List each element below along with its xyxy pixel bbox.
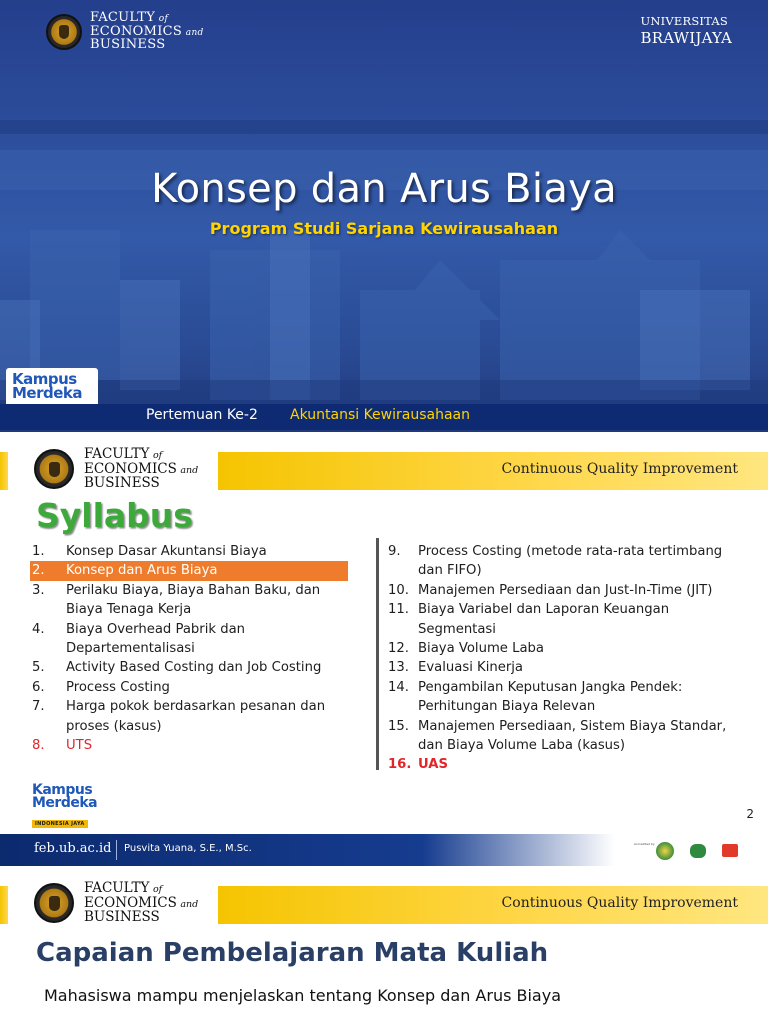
item-number: 9. [388, 544, 401, 559]
item-text: Biaya Variabel dan Laporan Keuangan Segmentasi [418, 602, 670, 637]
economics-word: ECONOMICS [84, 460, 177, 477]
slide-header [0, 432, 768, 502]
item-text: UTS [66, 738, 93, 754]
kampus-merdeka-logo [32, 784, 97, 829]
item-number: 13. [388, 660, 409, 676]
university-logo-line2: BRAWIJAYA [640, 29, 732, 47]
slide-subtitle: Program Studi Sarjana Kewirausahaan [209, 219, 559, 238]
syllabus-item [388, 678, 728, 717]
business-word: BUSINESS [90, 37, 166, 52]
syllabus-item-exam [32, 736, 350, 755]
faculty-of-word: of [152, 884, 163, 895]
university-seal-icon [34, 449, 74, 489]
item-number: 1. [32, 544, 45, 559]
accreditation-badge-icon [690, 844, 706, 858]
faculty-logo [46, 12, 204, 52]
faculty-logo-text [84, 448, 198, 491]
syllabus-list-left [32, 542, 350, 755]
presenter-name: Pusvita Yuana, S.E., M.Sc. [124, 843, 252, 854]
item-text: Activity Based Costing dan Job Costing [66, 660, 322, 676]
faculty-word: FACULTY [84, 446, 150, 462]
syllabus-item [388, 639, 728, 658]
syllabus-item [32, 542, 350, 561]
syllabus-item [388, 717, 728, 756]
item-text: Konsep Dasar Akuntansi Biaya [66, 544, 267, 559]
item-number: 7. [32, 699, 45, 715]
website-link[interactable]: feb.ub.ac.id [34, 841, 112, 856]
syllabus-title: Syllabus [36, 496, 193, 535]
item-text: Process Costing [66, 679, 170, 695]
slide-header [0, 866, 768, 936]
campus-background-image [0, 0, 768, 432]
syllabus-item [388, 600, 728, 639]
item-number: 5. [32, 660, 45, 676]
item-text: Manajemen Persediaan, Sistem Biaya Standar, dan Biaya Volume Laba (kasus) [418, 718, 727, 754]
faculty-word: FACULTY [84, 880, 150, 896]
syllabus-item [32, 678, 350, 697]
syllabus-slide [0, 432, 768, 866]
syllabus-item [388, 658, 728, 677]
meeting-bar [0, 404, 768, 430]
item-number: 3. [32, 582, 45, 598]
item-number: 14. [388, 679, 409, 695]
header-left-accent [0, 886, 8, 924]
item-number: 8. [32, 738, 45, 754]
syllabus-item [32, 658, 350, 677]
item-number: 10. [388, 582, 409, 598]
syllabus-item [32, 620, 350, 659]
accreditation-badge-icon [722, 844, 738, 857]
university-seal-icon [46, 14, 82, 50]
syllabus-item [32, 697, 350, 736]
item-text: Perilaku Biaya, Biaya Bahan Baku, dan Biaya Tenaga Kerja [66, 582, 321, 618]
course-label: Akuntansi Kewirausahaan [290, 407, 470, 423]
faculty-and-word: and [185, 27, 204, 38]
header-tagline: Continuous Quality Improvement [501, 461, 738, 477]
university-logo [641, 14, 733, 47]
footer-divider [116, 840, 117, 860]
university-seal-icon [34, 883, 74, 923]
faculty-logo [34, 448, 198, 491]
item-number: 6. [32, 679, 45, 695]
economics-word: ECONOMICS [84, 894, 177, 911]
learning-outcome-title: Capaian Pembelajaran Mata Kuliah [36, 938, 549, 968]
accreditation-badge-icon [656, 842, 674, 860]
kampus-merdeka-line1: Kampus [32, 782, 93, 798]
item-text: Pengambilan Keputusan Jangka Pendek: Perhitungan Biaya Relevan [418, 679, 683, 715]
kampus-merdeka-line2: Merdeka [32, 795, 98, 811]
item-text: Konsep dan Arus Biaya [66, 563, 218, 579]
syllabus-item [388, 581, 728, 600]
item-number: 15. [388, 718, 409, 734]
slide-title: Konsep dan Arus Biaya [151, 166, 617, 212]
header-left-accent [0, 452, 8, 490]
syllabus-item-exam [388, 755, 728, 774]
kampus-merdeka-line1: Kampus [12, 370, 77, 388]
item-number: 12. [388, 641, 409, 657]
accredited-label: Accredited by [634, 842, 655, 846]
item-text: Manajemen Persediaan dan Just-In-Time (JIT) [418, 582, 713, 598]
syllabus-item-current [30, 561, 348, 580]
kampus-merdeka-line2: Merdeka [12, 384, 83, 402]
faculty-logo-text [84, 882, 198, 925]
faculty-of-word: of [158, 14, 169, 24]
faculty-and-word: and [180, 898, 199, 910]
economics-word: ECONOMICS [90, 23, 183, 39]
item-number: 2. [32, 563, 45, 579]
faculty-of-word: of [152, 450, 163, 461]
learning-outcome-slide [0, 866, 768, 1024]
item-number: 16. [388, 757, 412, 773]
title-slide [0, 0, 768, 432]
item-text: Process Costing (metode rata-rata tertimbang dan FIFO) [418, 544, 723, 579]
header-tagline: Continuous Quality Improvement [501, 895, 738, 911]
kampus-merdeka-badge: INDONESIA JAYA [32, 820, 88, 828]
syllabus-item [388, 542, 728, 581]
meeting-label: Pertemuan Ke-2 [146, 407, 258, 423]
slide-footer [0, 834, 768, 866]
learning-outcome-text: Mahasiswa mampu menjelaskan tentang Konsep dan Arus Biaya [44, 986, 562, 1005]
item-text: Evaluasi Kinerja [418, 660, 523, 676]
column-divider [376, 538, 379, 770]
faculty-logo-text [90, 12, 204, 52]
item-text: Harga pokok berdasarkan pesanan dan proses (kasus) [66, 699, 326, 734]
business-word: BUSINESS [84, 475, 160, 491]
syllabus-item [32, 581, 350, 620]
university-logo-line1: UNIVERSITAS [640, 14, 729, 28]
syllabus-list-right [388, 542, 728, 775]
item-number: 11. [388, 602, 409, 618]
business-word: BUSINESS [84, 909, 160, 925]
item-text: Biaya Overhead Pabrik dan Departementalisasi [66, 621, 246, 657]
page-number: 2 [746, 807, 754, 821]
item-text: Biaya Volume Laba [418, 641, 544, 657]
item-number: 4. [32, 621, 45, 637]
faculty-and-word: and [180, 464, 199, 476]
item-text: UAS [418, 757, 449, 773]
faculty-word: FACULTY [90, 10, 156, 25]
faculty-logo [34, 882, 198, 925]
